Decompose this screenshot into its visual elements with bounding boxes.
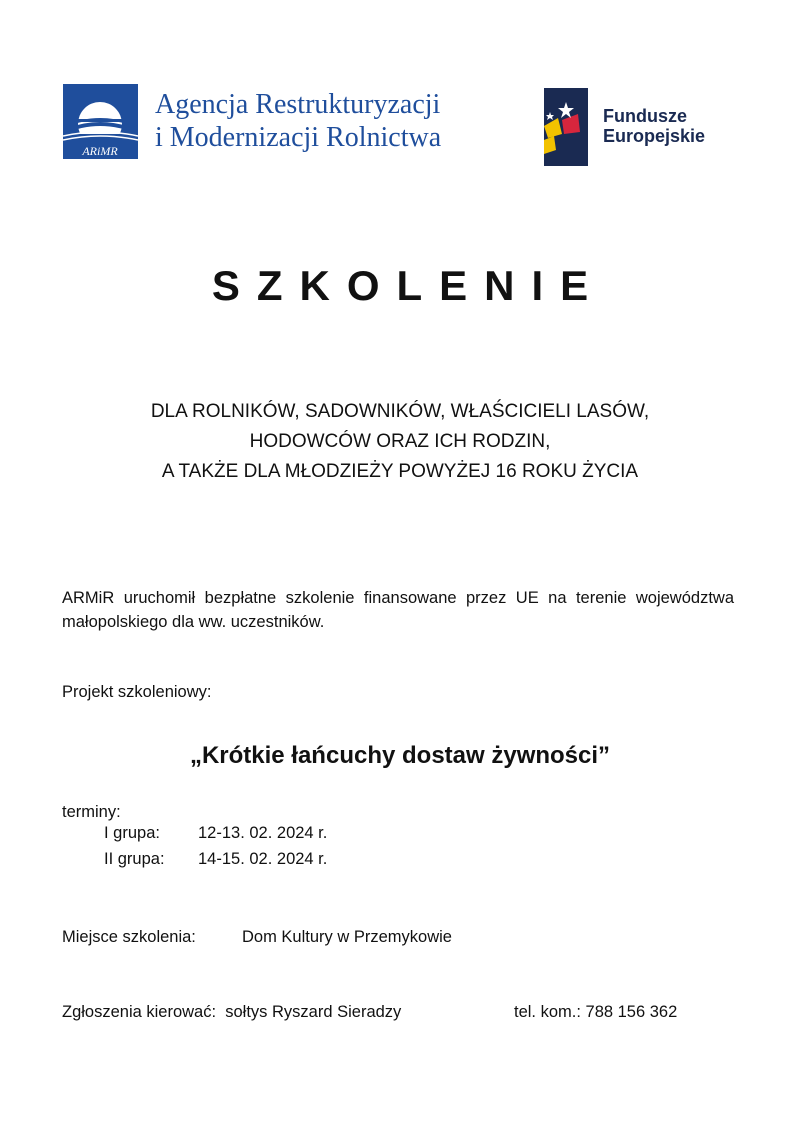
contact-person: sołtys Ryszard Sieradzy [225,1003,402,1021]
eu-funds-line1: Fundusze [603,106,687,126]
term-group-label: I grupa: [104,824,160,842]
venue-label: Miejsce szkolenia: [62,928,196,946]
term-group-label: II grupa: [104,850,165,868]
svg-text:ARiMR: ARiMR [82,144,118,158]
term-dates: 14-15. 02. 2024 r. [198,850,328,868]
project-name: „Krótkie łańcuchy dostaw żywności” [189,742,611,769]
term-row-group-2 [104,850,327,869]
subtitle-line3: A TAKŻE DLA MŁODZIEŻY POWYŻEJ 16 ROKU ŻYCIA [161,461,639,482]
contact-label: Zgłoszenia kierować: [62,1003,217,1021]
eu-funds-line2: Europejskie [603,126,706,146]
term-dates: 12-13. 02. 2024 r. [198,824,328,842]
project-label: Projekt szkoleniowy: [62,683,212,701]
intro-paragraph: ARMiR uruchomił bezpłatne szkolenie finansowane przez UE na terenie województwa małopolskiego dla ww. uczestników. [62,589,734,631]
subtitle-line2: HODOWCÓW ORAZ ICH RODZIN, [249,431,551,452]
subtitle-line1: DLA ROLNIKÓW, SADOWNIKÓW, WŁAŚCICIELI LASÓW, [150,401,650,422]
eu-funds-name [603,106,705,146]
audience-subtitle [0,397,800,487]
venue-value: Dom Kultury w Przemykowie [242,928,452,946]
venue-row [62,928,452,947]
term-row-group-1 [104,824,327,843]
arimr-logo [63,84,138,159]
contact-row [62,1003,401,1022]
agency-name-line2: i Modernizacji Rolnictwa [155,122,442,153]
agency-name-line1: Agencja Restrukturyzacji [155,89,441,120]
terms-label: terminy: [62,803,121,821]
agency-name [155,88,441,154]
eu-funds-logo [544,88,588,166]
contact-phone: tel. kom.: 788 156 362 [514,1003,678,1021]
page-title: SZKOLENIE [211,262,606,309]
